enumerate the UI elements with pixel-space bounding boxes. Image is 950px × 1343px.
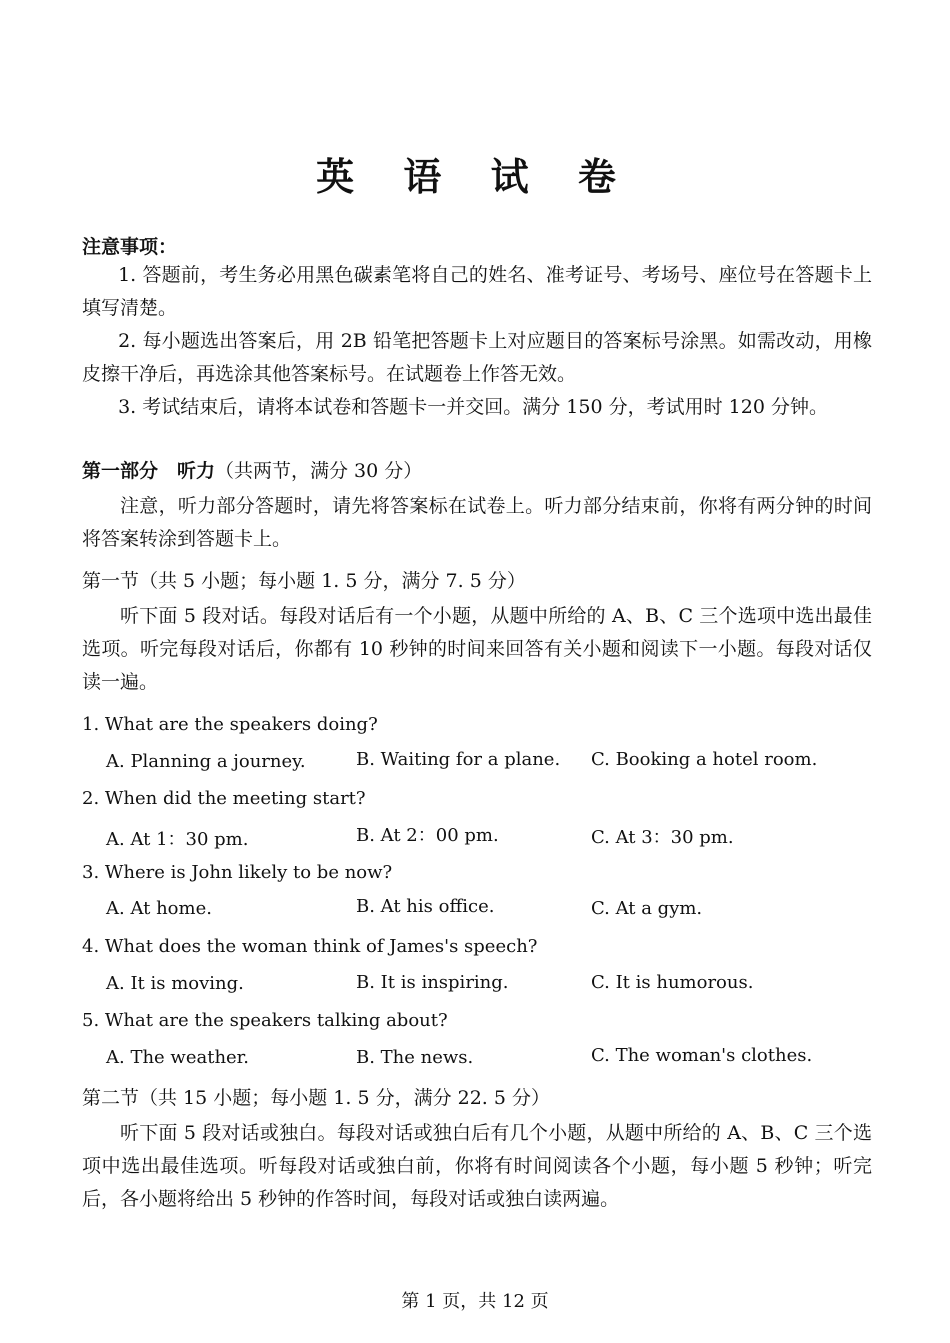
- question-2-option-a: A. At 1：30 pm.: [106, 829, 249, 850]
- part1-heading-bold: 第一部分 听力: [82, 460, 216, 482]
- question-3-option-a: A. At home.: [106, 898, 212, 919]
- notice-item-1: 1. 答题前，考生务必用黑色碳素笔将自己的姓名、准考证号、考场号、座位号在答题卡上填写清楚。: [82, 264, 872, 319]
- question-2-stem: 2. When did the meeting start?: [82, 788, 366, 809]
- notice-item-2: 2. 每小题选出答案后，用 2B 铅笔把答题卡上对应题目的答案标号涂黑。如需改动，用橡皮擦干净后，再选涂其他答案标号。在试题卷上作答无效。: [82, 330, 872, 385]
- page-title: 英 语 试 卷: [316, 155, 634, 199]
- question-1-option-a: A. Planning a journey.: [106, 751, 306, 772]
- section2-heading: 第二节（共 15 小题；每小题 1. 5 分，满分 22. 5 分）: [82, 1087, 551, 1109]
- question-4-stem: 4. What does the woman think of James's speech?: [82, 936, 538, 957]
- question-4-option-c: C. It is humorous.: [591, 972, 754, 993]
- section2-intro: 听下面 5 段对话或独白。每段对话或独白后有几个小题，从题中所给的 A、B、C 三个选项中选出最佳选项。听每段对话或独白前，你将有时间阅读各个小题，每小题 5 秒钟；听完后，各小题将给出 5 秒钟的作答时间，每段对话或独白读两遍。: [82, 1122, 872, 1210]
- question-4-option-b: B. It is inspiring.: [356, 972, 509, 993]
- question-2-option-c: C. At 3：30 pm.: [591, 827, 734, 848]
- section1-heading: 第一节（共 5 小题；每小题 1. 5 分，满分 7. 5 分）: [82, 570, 526, 592]
- question-5-option-a: A. The weather.: [106, 1047, 250, 1068]
- question-5-stem: 5. What are the speakers talking about?: [82, 1010, 448, 1031]
- question-1-option-c: C. Booking a hotel room.: [591, 749, 818, 770]
- question-1-stem: 1. What are the speakers doing?: [82, 714, 378, 735]
- page-footer: 第 1 页，共 12 页: [401, 1291, 549, 1312]
- part1-intro: 注意，听力部分答题时，请先将答案标在试卷上。听力部分结束前，你将有两分钟的时间将答案转涂到答题卡上。: [82, 495, 872, 550]
- question-3-stem: 3. Where is John likely to be now?: [82, 862, 393, 883]
- question-1-option-b: B. Waiting for a plane.: [356, 749, 561, 770]
- question-5-option-b: B. The news.: [356, 1047, 474, 1068]
- question-3-option-b: B. At his office.: [356, 896, 495, 917]
- notice-item-3: 3. 考试结束后，请将本试卷和答题卡一并交回。满分 150 分，考试用时 120 分钟。: [118, 396, 828, 418]
- section1-intro: 听下面 5 段对话。每段对话后有一个小题，从题中所给的 A、B、C 三个选项中选出最佳选项。听完每段对话后，你都有 10 秒钟的时间来回答有关小题和阅读下一小题。每段对话仅读一遍。: [82, 605, 872, 693]
- part1-heading: [82, 456, 422, 483]
- part1-heading-rest: （共两节，满分 30 分）: [215, 460, 423, 482]
- notice-heading: 注意事项：: [82, 236, 178, 258]
- question-3-option-c: C. At a gym.: [591, 898, 703, 919]
- question-2-option-b: B. At 2：00 pm.: [356, 825, 499, 846]
- question-4-option-a: A. It is moving.: [106, 973, 244, 994]
- question-5-option-c: C. The woman's clothes.: [591, 1045, 813, 1066]
